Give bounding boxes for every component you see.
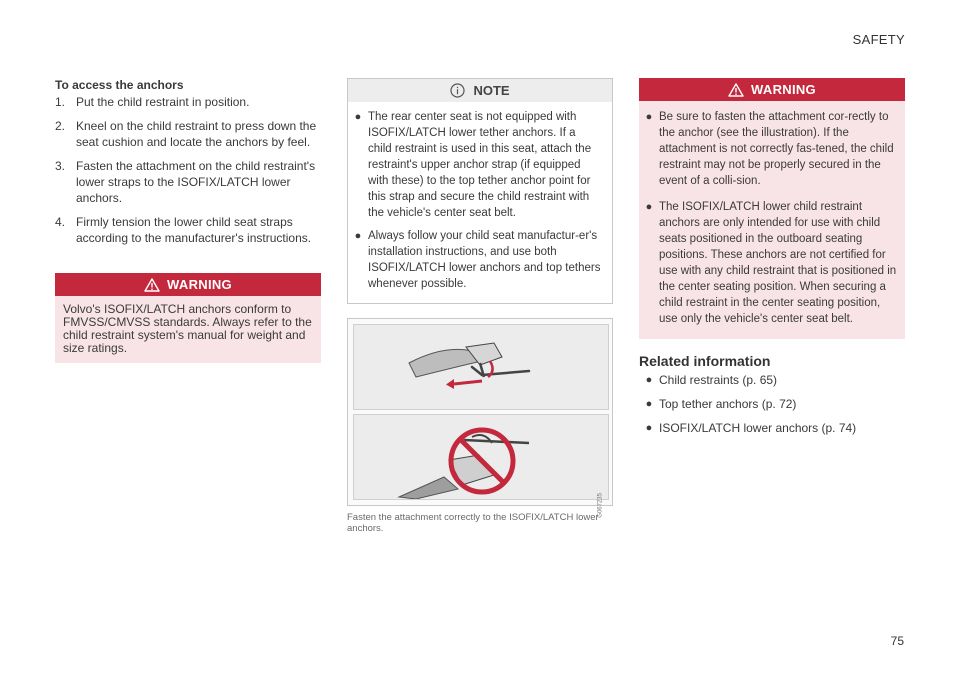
column-middle (347, 78, 613, 534)
correct-attachment-illustration (354, 325, 608, 409)
bullet-icon: ● (645, 374, 653, 386)
list-item: ● The ISOFIX/LATCH lower child restraint anchors are only intended for use with child seats positioned in the outboard seating positions. These anchors are not certified for use with any child restraint that is positioned in the center seating position. When securing a child restraint in the center seating position, use only the vehicle's center seat belt. (639, 199, 899, 327)
note-header (348, 79, 612, 102)
bullet-icon: ● (645, 398, 653, 410)
related-heading: Related information (639, 353, 771, 369)
warning-header (639, 78, 905, 101)
note-list (348, 102, 612, 303)
access-heading: To access the anchors (55, 78, 184, 92)
figure-code: G067235 (598, 493, 604, 518)
note-box (347, 78, 613, 304)
steps-list (55, 94, 321, 246)
list-item: ● Always follow your child seat manufactur-er's installation instructions, and use both ISOFIX/LATCH lower anchors and top tethers whenever possible. (348, 228, 602, 292)
incorrect-attachment-illustration (354, 415, 608, 499)
warning-header (55, 273, 321, 296)
bullet-icon: ● (645, 422, 653, 434)
column-right (639, 78, 905, 444)
column-left (55, 78, 321, 363)
info-circle-icon (450, 83, 465, 98)
page-number: 75 (890, 634, 904, 648)
warning-triangle-icon (144, 278, 160, 292)
warning-title: WARNING (751, 82, 816, 97)
note-title: NOTE (473, 83, 510, 98)
bullet-icon: ● (645, 111, 653, 123)
related-links (639, 372, 905, 436)
bullet-icon: ● (645, 201, 653, 213)
related-link[interactable]: ● Top tether anchors (p. 72) (639, 396, 905, 412)
warning-text: Volvo's ISOFIX/LATCH anchors conform to FMVSS/CMVSS standards. Always refer to the child restraint system's manual for weight and size ratings. (63, 302, 312, 355)
step-item: 1. Put the child restraint in position. (55, 95, 250, 109)
section-title: SAFETY (852, 32, 905, 47)
correct-attachment-panel (353, 324, 609, 410)
related-link[interactable]: ● ISOFIX/LATCH lower anchors (p. 74) (639, 420, 905, 436)
related-link[interactable]: ● Child restraints (p. 65) (639, 372, 905, 388)
anchor-illustration (347, 318, 613, 518)
bullet-icon: ● (354, 111, 362, 123)
warning-title: WARNING (167, 277, 232, 292)
warning-body (639, 101, 905, 339)
list-item: ● Be sure to fasten the attachment cor-rectly to the anchor (see the illustration). If the attachment is not correctly fas-tened, the child restraint may not be properly secured in the event of a colli-sion. (639, 109, 899, 189)
warning-box-attachment (639, 78, 905, 339)
step-item: 3. Fasten the attachment on the child restraint's lower straps to the ISOFIX/LATCH lower anchors. (55, 159, 316, 205)
warning-triangle-icon (728, 83, 744, 97)
incorrect-attachment-panel (353, 414, 609, 518)
step-item: 2. Kneel on the child restraint to press down the seat cushion and locate the anchors by feel. (55, 119, 317, 149)
step-item: 4. Firmly tension the lower child seat straps according to the manufacturer's instructions. (55, 215, 312, 245)
bullet-icon: ● (354, 230, 362, 242)
figure-caption: Fasten the attachment correctly to the ISOFIX/LATCH lower anchors. (347, 512, 599, 534)
warning-list (639, 109, 899, 327)
warning-box-anchors (55, 273, 321, 363)
list-item: ● The rear center seat is not equipped with ISOFIX/LATCH lower tether anchors. If a child restraint is used in this seat, attach the restraint's upper anchor strap (if equipped with these) to the top tether anchor point for this strap and secure the child restraint with the vehicle's center seat belt. (348, 109, 602, 221)
